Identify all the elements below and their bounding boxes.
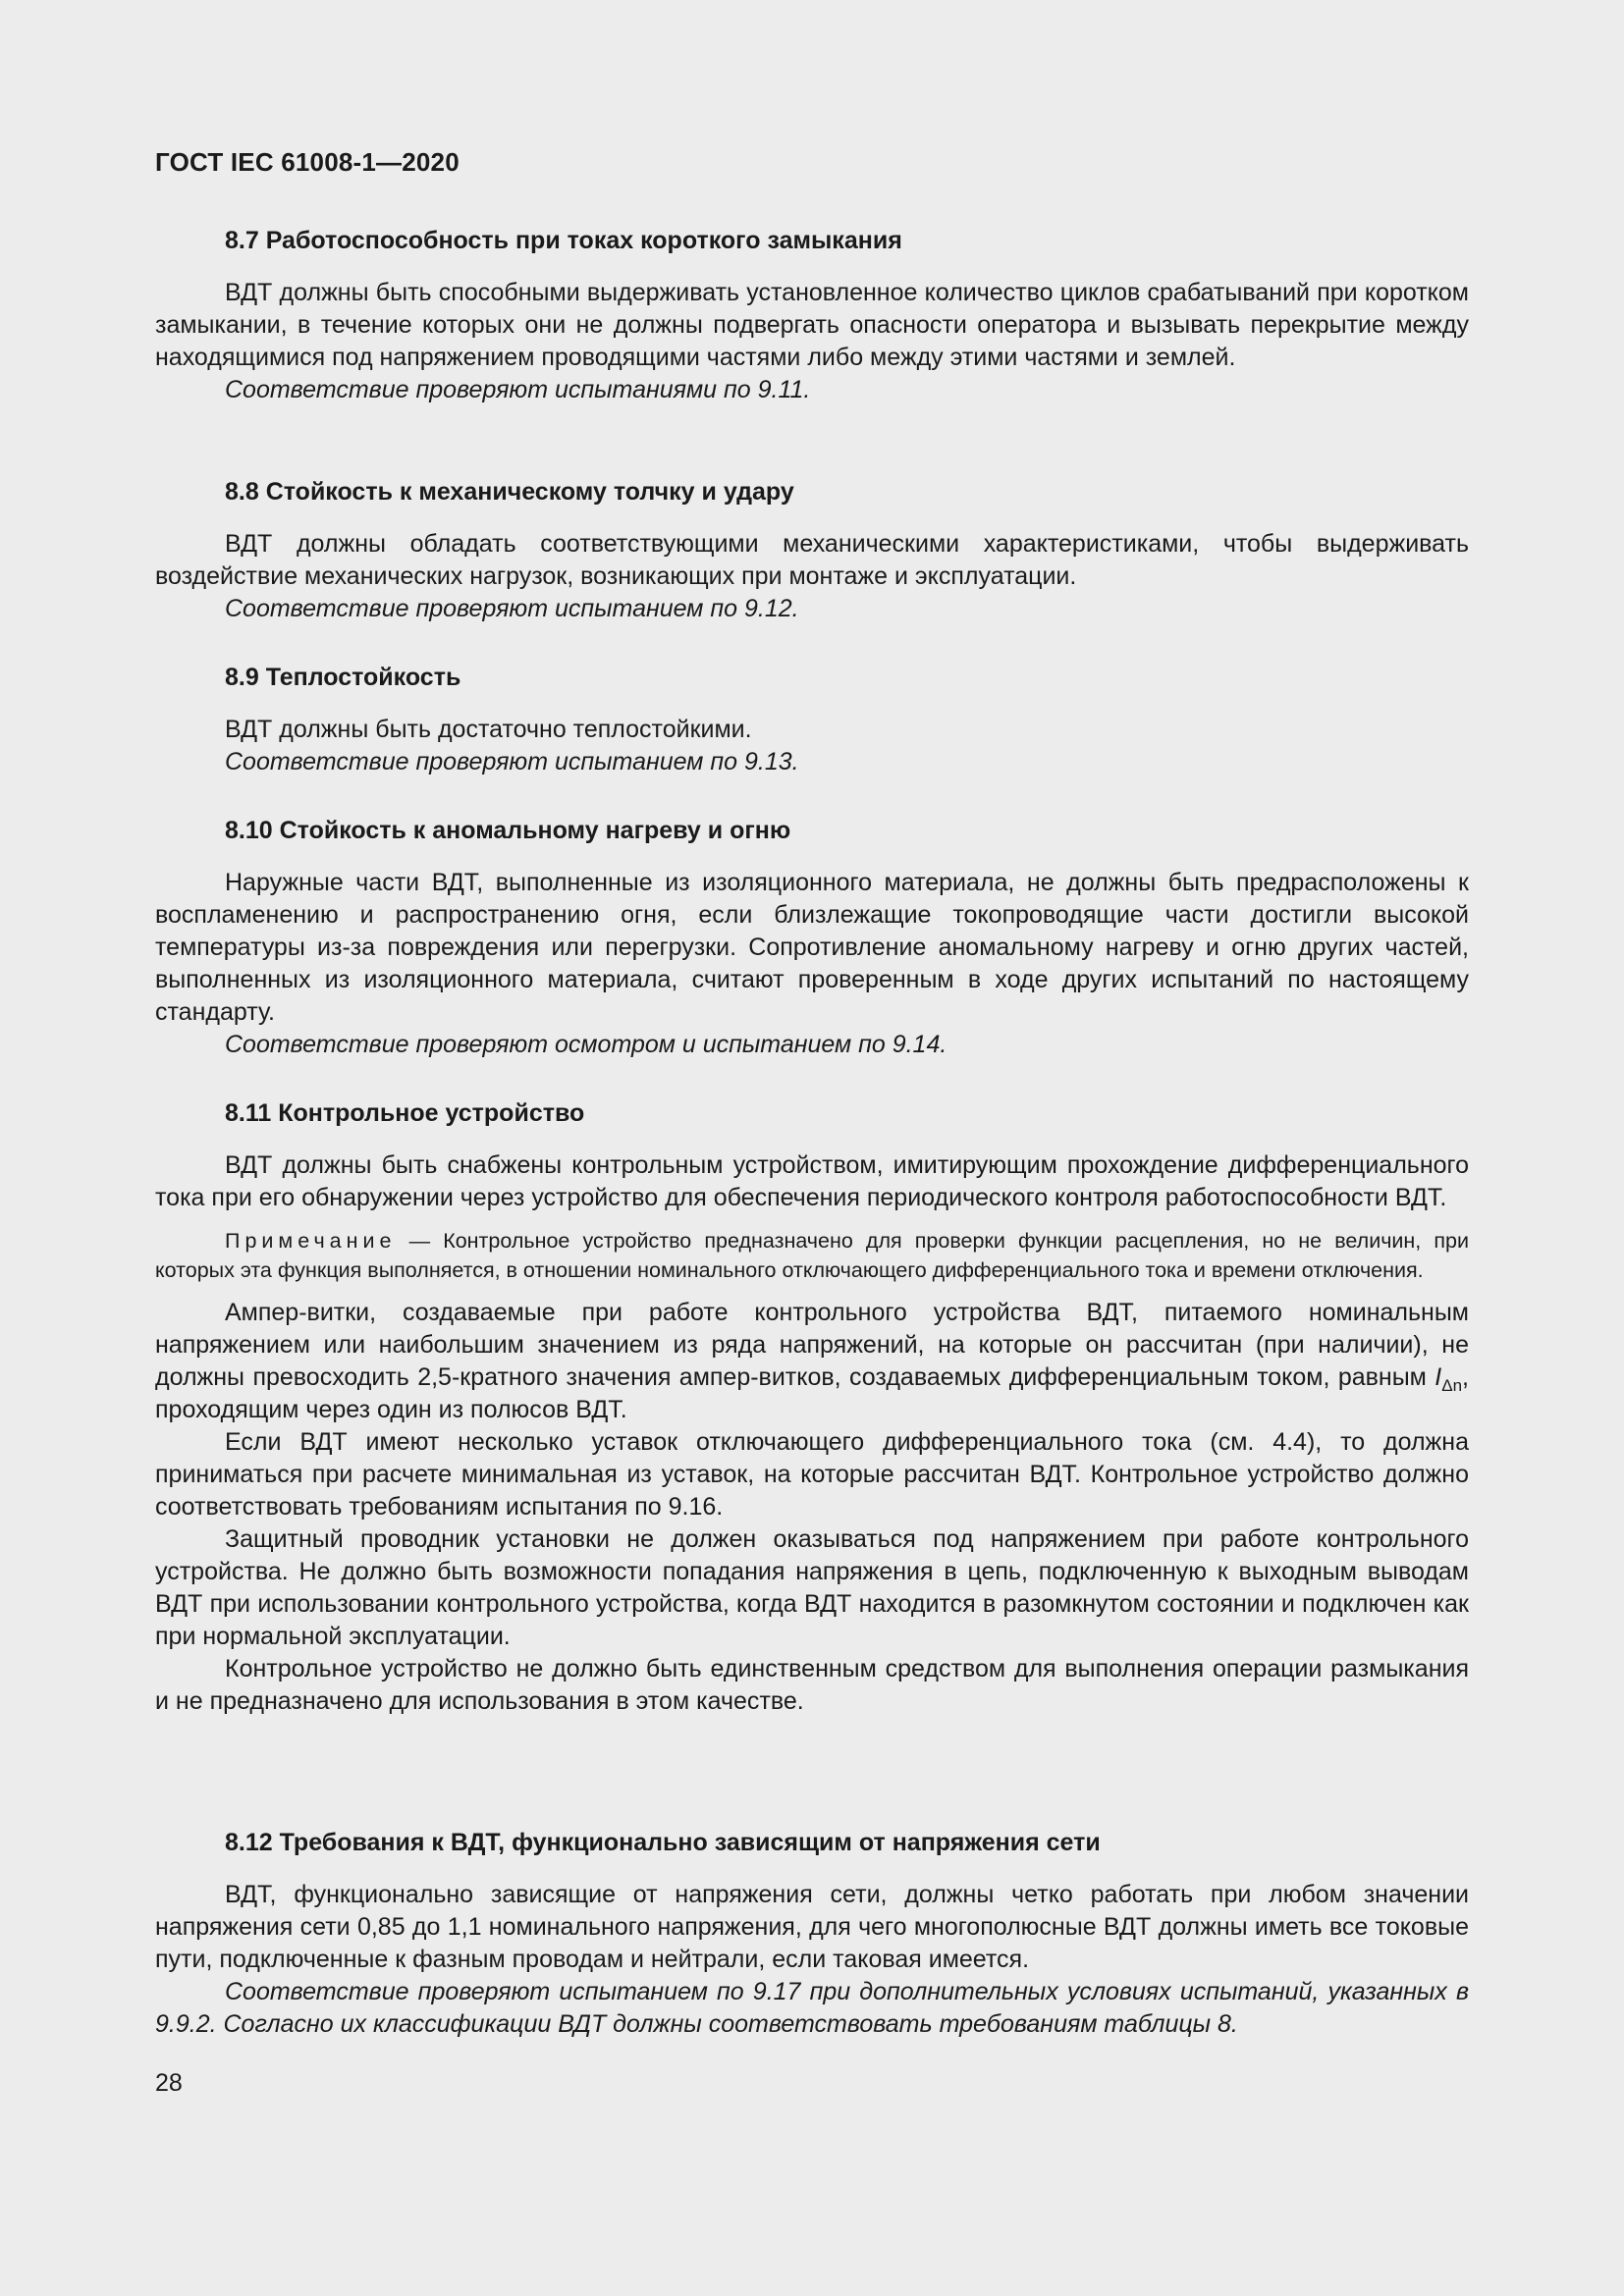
paragraph: Наружные части ВДТ, выполненные из изоляционного материала, не должны быть предрасположены к воспламенению и распространению огня, если близлежащие токопроводящие части достигли высокой температуры из-за повреждения или перегрузки. Сопротивление аномальному нагреву и огню других частей, выполненных из изоляционного материала, считают проверенным в ходе других испытаний по настоящему стандарту. xyxy=(155,869,1469,1026)
section-8-9 xyxy=(155,661,1469,778)
compliance-note: Соответствие проверяют осмотром и испытанием по 9.14. xyxy=(225,1031,947,1058)
paragraph: ВДТ, функционально зависящие от напряжения сети, должны четко работать при любом значении напряжения сети 0,85 до 1,1 номинального напряжения, для чего многополюсные ВДТ должны иметь все токовые пути, подключенные к фазным проводам и нейтрали, если таковая имеется. xyxy=(155,1881,1469,1973)
note-text: — Контрольное устройство предназначено для проверки функции расцепления, но не величин, при которых эта функция выполняется, в отношении номинального отключающего дифференциального тока и времени отключения. xyxy=(155,1229,1469,1282)
paragraph: Если ВДТ имеют несколько уставок отключающего дифференциального тока (см. 4.4), то должна приниматься при расчете минимальная из уставок, на которые рассчитан ВДТ. Контрольное устройство должно соответствовать требованиям испытания по 9.16. xyxy=(155,1428,1469,1521)
section-8-11 xyxy=(155,1096,1469,1718)
section-8-12 xyxy=(155,1826,1469,2041)
paragraph xyxy=(155,1297,1469,1426)
paragraph-text: Ампер-витки, создаваемые при работе контрольного устройства ВДТ, питаемого номинальным напряжением или наибольшим значением из ряда напряжений, на которые он рассчитан (при наличии), не должны превосходить 2,5-кратного значения ампер-витков, создаваемых дифференциальным током, равным xyxy=(155,1299,1469,1391)
section-8-10 xyxy=(155,814,1469,1061)
symbol-subscript: Δn xyxy=(1441,1376,1463,1395)
paragraph: Контрольное устройство не должно быть единственным средством для выполнения операции размыкания и не предназначено для использования в этом качестве. xyxy=(155,1655,1469,1715)
compliance-note: Соответствие проверяют испытаниями по 9.11. xyxy=(225,376,811,403)
section-heading: 8.7 Работоспособность при токах короткого замыкания xyxy=(225,227,902,254)
page-number: 28 xyxy=(155,2069,183,2097)
paragraph: ВДТ должны быть способными выдерживать установленное количество циклов срабатываний при коротком замыкании, в течение которых они не должны подвергать опасности оператора и вызывать перекрытие между находящимися под напряжением проводящими частями либо между этими частями и землей. xyxy=(155,279,1469,371)
note xyxy=(155,1226,1469,1285)
paragraph: ВДТ должны быть снабжены контрольным устройством, имитирующим прохождение дифференциального тока при его обнаружении через устройство для обеспечения периодического контроля работоспособности ВДТ. xyxy=(155,1151,1469,1211)
section-8-8 xyxy=(155,475,1469,625)
section-8-7 xyxy=(155,224,1469,406)
paragraph: ВДТ должны обладать соответствующими механическими характеристиками, чтобы выдерживать воздействие механических нагрузок, возникающих при монтаже и эксплуатации. xyxy=(155,530,1469,590)
section-heading: 8.8 Стойкость к механическому толчку и удару xyxy=(225,478,794,506)
compliance-note: Соответствие проверяют испытанием по 9.17 при дополнительных условиях испытаний, указанных в 9.9.2. Согласно их классификации ВДТ должны соответствовать требованиям таблицы 8. xyxy=(155,1978,1469,2038)
compliance-note: Соответствие проверяют испытанием по 9.13. xyxy=(225,748,799,775)
paragraph: ВДТ должны быть достаточно теплостойкими. xyxy=(225,716,752,743)
section-heading: 8.12 Требования к ВДТ, функционально зависящим от напряжения сети xyxy=(225,1829,1101,1856)
paragraph-text: , проходящим через один из полюсов ВДТ. xyxy=(155,1363,1469,1423)
section-heading: 8.11 Контрольное устройство xyxy=(225,1099,585,1127)
note-label: Примечание xyxy=(225,1229,397,1253)
section-heading: 8.10 Стойкость к аномальному нагреву и огню xyxy=(225,817,791,844)
symbol-i: I xyxy=(1435,1363,1442,1391)
section-heading: 8.9 Теплостойкость xyxy=(225,664,461,691)
paragraph: Защитный проводник установки не должен оказываться под напряжением при работе контрольного устройства. Не должно быть возможности попадания напряжения в цепь, подключенную к выходным выводам ВДТ при использовании контрольного устройства, когда ВДТ находится в разомкнутом состоянии и подключен как при нормальной эксплуатации. xyxy=(155,1525,1469,1650)
compliance-note: Соответствие проверяют испытанием по 9.12. xyxy=(225,595,799,622)
document-header: ГОСТ IEC 61008-1—2020 xyxy=(155,147,460,177)
